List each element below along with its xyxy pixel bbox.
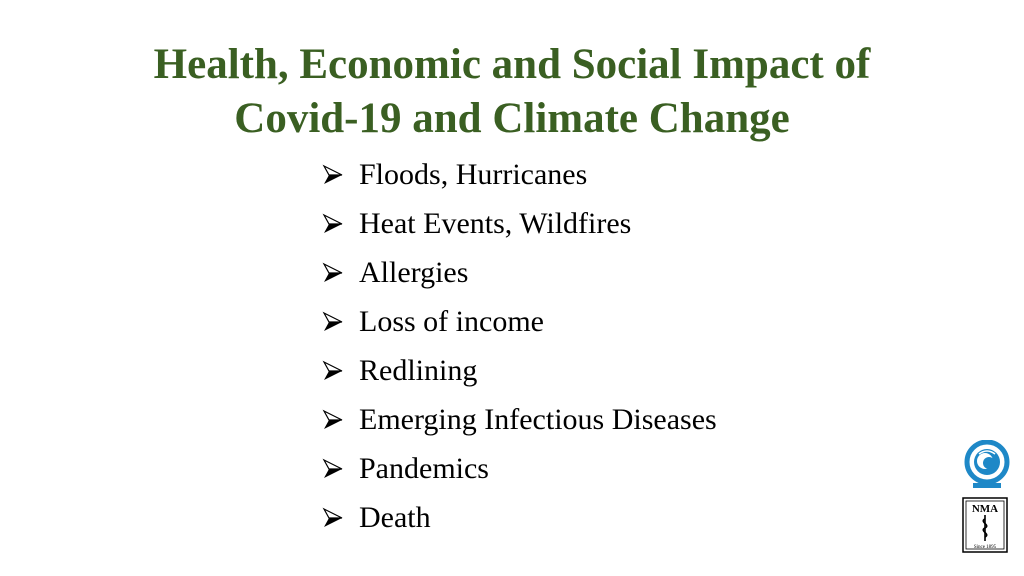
list-item	[322, 395, 717, 444]
list-item	[322, 493, 717, 542]
bullet-text: Heat Events, Wildfires	[359, 206, 632, 240]
list-item	[322, 248, 717, 297]
anniversary-seal-logo	[964, 440, 1010, 490]
arrowhead-bullet-icon	[322, 164, 344, 186]
arrowhead-bullet-icon	[322, 507, 344, 529]
arrowhead-bullet-icon	[322, 311, 344, 333]
list-item	[322, 150, 717, 199]
bullet-text: Floods, Hurricanes	[359, 157, 588, 191]
arrowhead-bullet-icon	[322, 213, 344, 235]
slide-title-line-1: Health, Economic and Social Impact of	[153, 41, 871, 88]
bullet-text: Death	[359, 500, 431, 534]
slide-title	[0, 38, 1024, 146]
list-item	[322, 297, 717, 346]
svg-text:NMA: NMA	[971, 503, 999, 515]
bullet-text: Allergies	[359, 255, 469, 289]
arrowhead-bullet-icon	[322, 360, 344, 382]
list-item	[322, 346, 717, 395]
list-item	[322, 444, 717, 493]
list-item	[322, 199, 717, 248]
bullet-text: Pandemics	[359, 451, 489, 485]
bullet-text: Redlining	[359, 353, 478, 387]
bullet-text: Loss of income	[359, 304, 544, 338]
slide-title-line-2: Covid-19 and Climate Change	[234, 95, 790, 142]
arrowhead-bullet-icon	[322, 458, 344, 480]
arrowhead-bullet-icon	[322, 409, 344, 431]
bullet-list	[322, 150, 717, 542]
bullet-text: Emerging Infectious Diseases	[359, 402, 717, 436]
arrowhead-bullet-icon	[322, 262, 344, 284]
nma-logo	[962, 497, 1008, 553]
svg-text:Since 1895: Since 1895	[973, 545, 997, 550]
